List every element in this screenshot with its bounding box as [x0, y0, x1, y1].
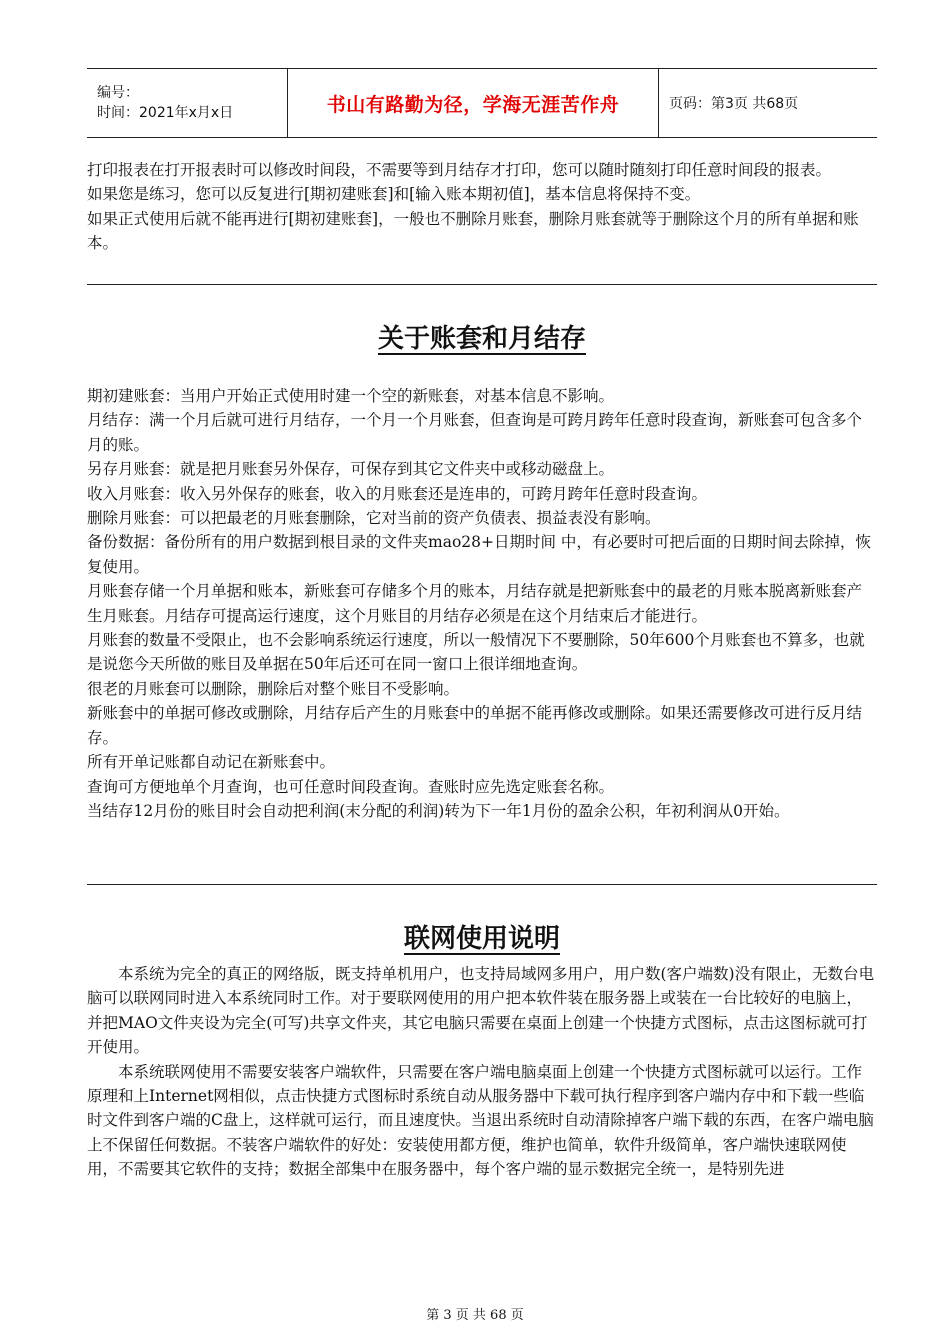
section-title — [87, 918, 877, 955]
section1-paragraph: 月结存：满一个月后就可进行月结存，一个月一个月账套，但查询是可跨月跨年任意时段查询，新账套可包含多个月的账。 — [87, 411, 863, 454]
section1-paragraph: 期初建账套：当用户开始正式使用时建一个空的新账套，对基本信息不影响。 — [87, 387, 615, 405]
section-divider — [87, 884, 877, 885]
section1-paragraph: 当结存12月份的账目时会自动把利润(末分配的利润)转为下一年1月份的盈余公积，年初利润从0开始。 — [87, 801, 790, 820]
section1-paragraph: 所有开单记账都自动记在新账套中。 — [87, 753, 336, 772]
section2-paragraph: 本系统为完全的真正的网络版，既支持单机用户，也支持局域网多用户，用户数(客户端数)没有限止，无数台电脑可以联网同时进入本系统同时工作。对于要联网使用的用户把本软件装在服务器上或装在一台比较好的电脑上，并把MAO文件夹设为完全(可写)共享文件夹，其它电脑只需要在桌面上创建一个快捷方式图标，点击这图标就可打开使用。 — [87, 965, 875, 1057]
header-meta — [87, 69, 287, 137]
section1-paragraph: 删除月账套：可以把最老的月账套删除，它对当前的资产负债表、损益表没有影响。 — [87, 509, 661, 528]
header-motto: 书山有路勤为径，学海无涯苦作舟 — [287, 69, 659, 137]
section1-paragraph: 另存月账套：就是把月账套另外保存，可保存到其它文件夹中或移动磁盘上。 — [87, 460, 615, 479]
intro-paragraph: 如果您是练习，您可以反复进行[期初建账套]和[输入账本期初值]，基本信息将保持不变。 — [87, 185, 701, 204]
page-footer: 第 3 页 共 68 页 — [426, 1308, 524, 1323]
document-time-label: 时间：2021年x月x日 — [97, 105, 234, 121]
page-header — [87, 68, 877, 138]
section1-body — [87, 384, 877, 823]
intro-paragraph: 打印报表在打开报表时可以修改时间段，不需要等到月结存才打印，您可以随时随刻打印任意时间段的报表。 — [87, 161, 832, 179]
section1-paragraph: 备份数据：备份所有的用户数据到根目录的文件夹mao28+日期时间 中，有必要时可把后面的日期时间去除掉，恢复使用。 — [87, 533, 871, 576]
intro-section — [87, 158, 877, 256]
section1-title: 关于账套和月结存 — [377, 324, 586, 354]
section2-title: 联网使用说明 — [403, 924, 560, 954]
section1-paragraph: 很老的月账套可以删除，删除后对整个账目不受影响。 — [87, 679, 460, 698]
section2-body — [87, 962, 877, 1182]
section1-paragraph: 新账套中的单据可修改或删除，月结存后产生的月账套中的单据不能再修改或删除。如果还需要修改可进行反月结存。 — [87, 704, 863, 747]
section1-paragraph: 月账套存储一个月单据和账本，新账套可存储多个月的账本，月结存就是把新账套中的最老的月账本脱离新账套产生月账套。月结存可提高运行速度，这个月账目的月结存必须是在这个月结束后才能进行。 — [87, 582, 863, 625]
section1-paragraph: 月账套的数量不受限止，也不会影响系统运行速度，所以一般情况下不要删除，50年600个月账套也不算多，也就是说您今天所做的账目及单据在50年后还可在同一窗口上很详细地查询。 — [87, 631, 865, 674]
section1-paragraph: 查询可方便地单个月查询，也可任意时间段查询。查账时应先选定账套名称。 — [87, 777, 615, 796]
section-divider — [87, 284, 877, 285]
section1-paragraph: 收入月账套：收入另外保存的账套，收入的月账套还是连串的，可跨月跨年任意时段查询。 — [87, 484, 708, 503]
section2-paragraph: 本系统联网使用不需要安装客户端软件，只需要在客户端电脑桌面上创建一个快捷方式图标就可以运行。工作原理和上Internet网相似，点击快捷方式图标时系统自动从服务器中下载可执行程序到客户端内存中和下载一些临时文件到客户端的C盘上，这样就可运行，而且速度快。当退出系统时自动清除掉客户端下载的东西，在客户端电脑上不保留任何数据。不装客户端软件的好处：安装使用都方便，维护也简单，软件升级简单，客户端快速联网使用，不需要其它软件的支持；数据全部集中在服务器中，每个客户端的显示数据完全统一，是特别先进 — [87, 1062, 874, 1179]
intro-paragraph: 如果正式使用后就不能再进行[期初建账套]，一般也不删除月账套，删除月账套就等于删除这个月的所有单据和账本。 — [87, 209, 859, 253]
document-number-label: 编号： — [97, 85, 139, 101]
section-title — [87, 318, 877, 355]
header-page-info: 页码：第3页 共68页 — [669, 96, 799, 112]
